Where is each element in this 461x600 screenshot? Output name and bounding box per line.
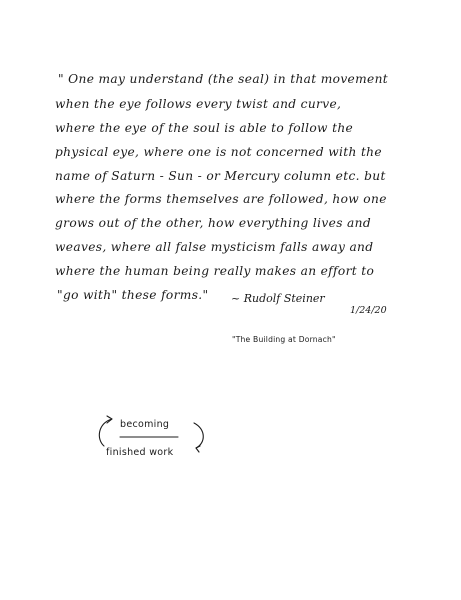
date-written: 1/24/20: [350, 305, 387, 316]
quote-line-5: name of Saturn - Sun - or Mercury column etc. but: [55, 169, 386, 183]
quote-line-2: when the eye follows every twist and curve,: [55, 97, 342, 111]
right-curved-arrow-icon: [194, 423, 203, 448]
quote-line-1: " One may understand (the seal) in that movement: [58, 72, 389, 86]
diagram-bottom-word: finished work: [106, 447, 174, 458]
left-curved-arrow-icon: [99, 419, 112, 446]
diagram-top-word: becoming: [120, 419, 170, 430]
quote-line-8: weaves, where all false mysticism falls away and: [55, 240, 374, 254]
quote-line-6: where the forms themselves are followed, how one: [55, 192, 387, 206]
quote-line-7: grows out of the other, how everything lives and: [55, 216, 371, 230]
quote-line-3: where the eye of the soul is able to follow the: [55, 121, 354, 135]
right-arrowhead-icon: [196, 446, 200, 452]
source-title: "The Building at Dornach": [232, 335, 336, 344]
quote-line-10: "go with" these forms.": [57, 288, 209, 302]
quote-line-4: physical eye, where one is not concerned with the: [55, 145, 382, 159]
quote-line-9: where the human being really makes an effort to: [55, 264, 375, 278]
author-signature: ~ Rudolf Steiner: [231, 292, 325, 305]
